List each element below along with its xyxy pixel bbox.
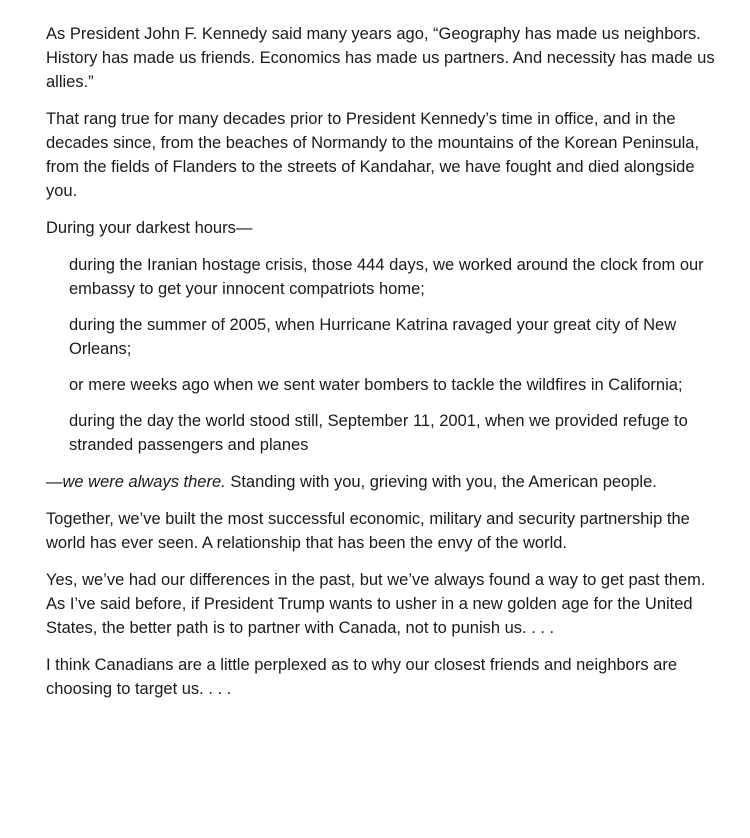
list-item-katrina: during the summer of 2005, when Hurricane Katrina ravaged your great city of New Orleans; bbox=[69, 316, 677, 358]
list-item-september-11: during the day the world stood still, September 11, 2001, when we provided refuge to stranded passengers and planes bbox=[69, 412, 688, 454]
paragraph-history: That rang true for many decades prior to President Kennedy’s time in office, and in the decades since, from the beaches of Normandy to the mountains of the Korean Peninsula, from the fields of Flanders to the streets of Kandahar, we have fought and died alongside you. bbox=[46, 110, 700, 200]
list-item-wildfires: or mere weeks ago when we sent water bombers to tackle the wildfires in California; bbox=[69, 376, 683, 394]
list-item-iranian-hostage: during the Iranian hostage crisis, those 444 days, we worked around the clock from our embassy to get your innocent compatriots home; bbox=[69, 256, 704, 298]
always-there-rest: Standing with you, grieving with you, the American people. bbox=[225, 473, 657, 491]
paragraph-kennedy-quote: As President John F. Kennedy said many years ago, “Geography has made us neighbors. History has made us friends. Economics has made us partners. And necessity has made us allies.” bbox=[46, 25, 715, 91]
paragraph-perplexed: I think Canadians are a little perplexed as to why our closest friends and neighbors are choosing to target us. . . . bbox=[46, 656, 678, 698]
paragraph-darkest-hours: During your darkest hours— bbox=[46, 219, 253, 237]
paragraph-partnership: Together, we’ve built the most successful economic, military and security partnership the world has ever seen. A relationship that has been the envy of the world. bbox=[46, 510, 690, 552]
paragraph-always-there bbox=[46, 470, 726, 494]
paragraph-differences: Yes, we’ve had our differences in the past, but we’ve always found a way to get past them. As I’ve said before, if President Trump wants to usher in a new golden age for the United States, the better path is to partner with Canada, not to punish us. . . . bbox=[46, 571, 706, 637]
always-there-italic: —we were always there. bbox=[46, 473, 226, 491]
document-body bbox=[46, 22, 726, 714]
